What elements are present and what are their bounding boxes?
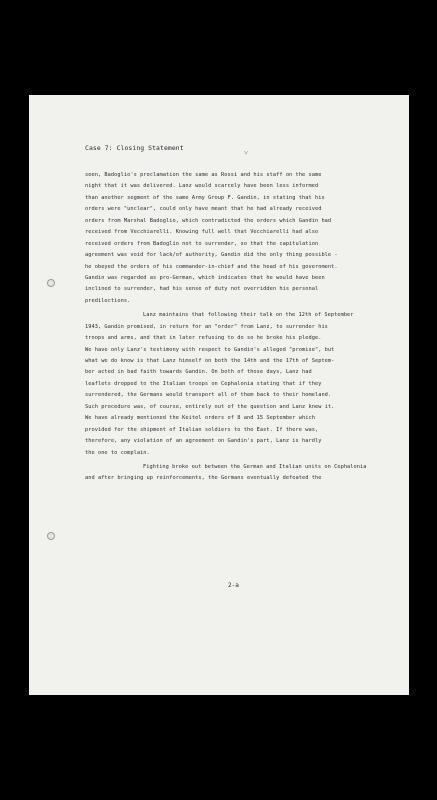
text-line: agreement was void for lack/of authority, Gandin did the only thing possible - <box>85 252 338 259</box>
text-line: leaflets dropped to the Italian troops on Cephalonia stating that if they <box>85 380 322 387</box>
text-line: seen, Badoglio's proclamation the same as Rossi and his staff on the same <box>85 172 322 178</box>
punch-hole <box>47 279 55 287</box>
document-body <box>85 170 401 485</box>
text-line: what we do know is that Lanz himself on both the 14th and the 17th of Septem- <box>85 358 335 364</box>
text-line: night that it was delivered. Lanz would scarcely have been less informed <box>85 183 319 190</box>
text-line: provided for the shipment of Italian soldiers to the East. If there was, <box>85 426 319 433</box>
paragraph <box>85 462 401 485</box>
page-header: Case 7: Closing Statement <box>85 144 184 152</box>
paragraph <box>85 310 401 459</box>
text-line: troops and arms, and that in later refusing to do so he broke his pledge. <box>85 335 322 342</box>
text-line: than another segment of the same Army Group F. Gandin, in stating that his <box>85 194 325 201</box>
text-line: received from Vecchiarelli. Knowing full well that Vecchiarelli had also <box>85 229 319 236</box>
text-line: and after bringing up reinforcements, the Germans eventually defeated the <box>85 475 322 482</box>
text-line: Such procedure was, of course, entirely out of the question and Lanz knew it. <box>85 403 335 410</box>
text-line: inclined to surrender, had his sense of duty not overridden his personal <box>85 286 319 293</box>
text-line: Lanz maintains that following their talk on the 12th of September <box>143 312 354 319</box>
text-line: We have already mentioned the Keitel orders of 8 and 15 September which <box>85 415 315 422</box>
text-line: 1943, Gandin promised, in return for an "order" from Lanz, to surrender his <box>85 323 328 330</box>
text-line: surrendered, the Germans would transport all of them back to their homeland. <box>85 392 332 399</box>
text-line: the one to complain. <box>85 449 150 456</box>
text-line: he obeyed the orders of his commander-in-chief and the head of his government. <box>85 263 338 270</box>
page-number: 2-a <box>228 582 239 589</box>
text-line: orders were "unclear", could only have meant that he had already received <box>85 206 322 213</box>
text-line: therefore, any violation of an agreement on Gandin's part, Lanz is hardly <box>85 438 322 445</box>
text-line: Gandin was regarded as pro-German, which indicates that he would have been <box>85 274 325 281</box>
text-line: Fighting broke out between the German and Italian units on Cephalonia <box>143 463 367 470</box>
text-line: predilections. <box>85 297 131 304</box>
text-line: orders from Marshal Badoglio, which contradicted the orders which Gandin had <box>85 217 332 224</box>
text-line: ber acted in bad faith towards Gandin. On both of those days, Lanz had <box>85 369 312 376</box>
handwritten-mark: ˅ <box>244 149 248 157</box>
text-line: received orders from Badoglio not to surrender, so that the capitulation <box>85 240 319 247</box>
text-line: We have only Lanz's testimony with respect to Gandin's alleged "promise", but <box>85 346 335 353</box>
paragraph <box>85 170 401 307</box>
punch-hole <box>47 532 55 540</box>
document-page <box>29 95 409 695</box>
